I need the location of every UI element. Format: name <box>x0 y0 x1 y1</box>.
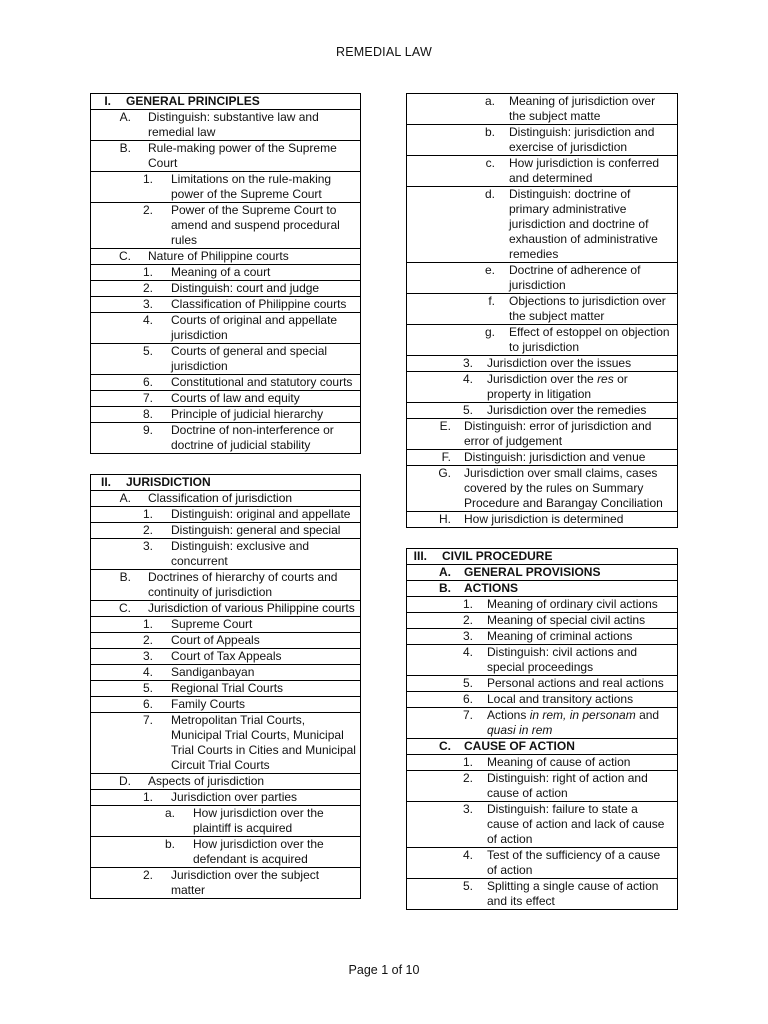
outline-item <box>91 423 360 453</box>
outline-label: 1. <box>142 265 153 279</box>
outline-label: 6. <box>142 375 153 389</box>
outline-text: Distinguish: general and special <box>171 523 341 537</box>
outline-label: 5. <box>142 681 153 695</box>
outline-text: Doctrines of hierarchy of courts and continuity of jurisdiction <box>148 570 338 599</box>
outline-text: Test of the sufficiency of a cause of action <box>487 848 661 877</box>
outline-item <box>407 692 677 708</box>
outline-text: Distinguish: exclusive and concurrent <box>171 539 310 568</box>
outline-item <box>407 739 677 755</box>
outline-text: Courts of general and special jurisdiction <box>171 344 328 373</box>
outline-text: Family Courts <box>171 697 246 711</box>
outline-text: CAUSE OF ACTION <box>464 739 575 753</box>
outline-label: b. <box>484 125 495 139</box>
outline-text: Jurisdiction over small claims, cases covered by the rules on Summary Procedure and Barangay Conciliation <box>464 466 663 510</box>
outline-label: 3. <box>462 629 473 643</box>
outline-text: Meaning of jurisdiction over the subject matte <box>509 94 656 123</box>
outline-text: Supreme Court <box>171 617 253 631</box>
outline-label: 4. <box>142 313 153 327</box>
outline-item <box>91 313 360 344</box>
outline-text: JURISDICTION <box>126 475 211 489</box>
outline-item <box>91 790 360 806</box>
outline-item <box>91 649 360 665</box>
outline-label: 1. <box>142 617 153 631</box>
outline-text: How jurisdiction is conferred and determined <box>509 156 660 185</box>
outline-item <box>407 771 677 802</box>
outline-label: 7. <box>142 713 153 727</box>
page-number: Page 1 of 10 <box>348 963 420 977</box>
outline-item <box>91 601 360 617</box>
outline-item <box>91 391 360 407</box>
outline-text: Distinguish: doctrine of primary administrative jurisdiction and doctrine of exhaustion of administrative remedies <box>509 187 658 261</box>
outline-text: How jurisdiction over the defendant is acquired <box>193 837 324 866</box>
outline-text: GENERAL PRINCIPLES <box>126 94 260 108</box>
outline-item <box>407 403 677 419</box>
outline-label: 3. <box>462 356 473 370</box>
outline-label: 9. <box>142 423 153 437</box>
outline-label: H. <box>439 512 451 526</box>
section-jurisdiction <box>90 474 361 899</box>
outline-text: GENERAL PROVISIONS <box>464 565 601 579</box>
outline-text: Distinguish: original and appellate <box>171 507 351 521</box>
outline-label: C. <box>439 739 451 753</box>
outline-item <box>91 697 360 713</box>
outline-text: Objections to jurisdiction over the subject matter <box>509 294 666 323</box>
outline-label: A. <box>439 565 451 579</box>
outline-label: 6. <box>142 697 153 711</box>
outline-item <box>407 125 677 156</box>
outline-item <box>407 294 677 325</box>
outline-item <box>91 539 360 570</box>
outline-text: Classification of jurisdiction <box>148 491 293 505</box>
section-civil-procedure <box>406 548 678 910</box>
outline-label: 2. <box>142 281 153 295</box>
outline-label: 2. <box>462 613 473 627</box>
outline-label: G. <box>438 466 451 480</box>
outline-item <box>407 94 677 125</box>
outline-label: I. <box>104 94 111 108</box>
outline-text: How jurisdiction is determined <box>464 512 624 526</box>
outline-label: B. <box>119 570 131 584</box>
outline-item <box>91 774 360 790</box>
outline-label: 4. <box>462 372 473 386</box>
outline-label: E. <box>439 419 451 433</box>
outline-text: Personal actions and real actions <box>487 676 664 690</box>
outline-text: Limitations on the rule-making power of the Supreme Court <box>171 172 332 201</box>
outline-item <box>91 868 360 898</box>
outline-item <box>91 475 360 491</box>
outline-item <box>91 110 360 141</box>
outline-label: 2. <box>142 523 153 537</box>
outline-label: A. <box>119 491 131 505</box>
outline-label: d. <box>484 187 495 201</box>
outline-label: 4. <box>142 665 153 679</box>
outline-item <box>407 676 677 692</box>
outline-item <box>407 629 677 645</box>
outline-item <box>91 281 360 297</box>
outline-item <box>91 94 360 110</box>
outline-label: 7. <box>142 391 153 405</box>
outline-text: Nature of Philippine courts <box>148 249 289 263</box>
outline-item <box>407 581 677 597</box>
outline-item <box>407 450 677 466</box>
outline-label: B. <box>439 581 451 595</box>
outline-text: Sandiganbayan <box>171 665 255 679</box>
outline-item <box>407 802 677 848</box>
outline-label: 1. <box>142 507 153 521</box>
outline-item <box>407 565 677 581</box>
outline-item <box>91 491 360 507</box>
outline-label: 5. <box>142 344 153 358</box>
outline-label: f. <box>488 294 495 308</box>
outline-text: Jurisdiction over the res or property in litigation <box>487 372 628 401</box>
outline-item <box>407 263 677 294</box>
outline-label: 5. <box>462 879 473 893</box>
outline-text: Distinguish: jurisdiction and exercise of jurisdiction <box>509 125 655 154</box>
outline-label: e. <box>484 263 495 277</box>
outline-item <box>91 375 360 391</box>
outline-text: Regional Trial Courts <box>171 681 284 695</box>
outline-item <box>407 848 677 879</box>
outline-item <box>91 249 360 265</box>
outline-text: Constitutional and statutory courts <box>171 375 353 389</box>
outline-text: ACTIONS <box>464 581 518 595</box>
outline-text: Jurisdiction over the remedies <box>487 403 647 417</box>
outline-item <box>91 344 360 375</box>
outline-text: Court of Tax Appeals <box>171 649 282 663</box>
outline-text: Aspects of jurisdiction <box>148 774 265 788</box>
outline-item <box>91 507 360 523</box>
outline-text: Meaning of criminal actions <box>487 629 633 643</box>
outline-text: Meaning of special civil actins <box>487 613 646 627</box>
outline-item <box>407 645 677 676</box>
outline-item <box>91 713 360 774</box>
outline-item <box>91 570 360 601</box>
outline-label: 3. <box>142 539 153 553</box>
outline-item <box>91 265 360 281</box>
outline-label: B. <box>119 141 131 155</box>
outline-item <box>407 755 677 771</box>
outline-text: Jurisdiction over the subject matter <box>171 868 320 897</box>
outline-label: 4. <box>462 645 473 659</box>
outline-item <box>91 172 360 203</box>
outline-text: Rule-making power of the Supreme Court <box>148 141 337 170</box>
outline-item <box>91 681 360 697</box>
outline-label: III. <box>413 549 427 563</box>
outline-label: 2. <box>142 633 153 647</box>
outline-label: 3. <box>142 649 153 663</box>
outline-text: Distinguish: court and judge <box>171 281 320 295</box>
outline-text: Distinguish: civil actions and special proceedings <box>487 645 638 674</box>
outline-text: Jurisdiction over parties <box>171 790 298 804</box>
outline-item <box>407 466 677 512</box>
outline-text: Principle of judicial hierarchy <box>171 407 324 421</box>
outline-label: 2. <box>142 203 153 217</box>
outline-label: g. <box>484 325 495 339</box>
outline-text: Doctrine of adherence of jurisdiction <box>509 263 641 292</box>
outline-label: 6. <box>462 692 473 706</box>
section-jurisdiction-continued <box>406 93 678 528</box>
outline-item <box>407 372 677 403</box>
document-title: REMEDIAL LAW <box>336 45 432 59</box>
outline-text: Metropolitan Trial Courts, Municipal Trial Courts, Municipal Trial Courts in Cities and Municipal Circuit Trial Courts <box>171 713 356 772</box>
outline-text: Meaning of ordinary civil actions <box>487 597 658 611</box>
outline-item <box>407 187 677 263</box>
outline-text: Meaning of a court <box>171 265 271 279</box>
outline-label: 5. <box>462 403 473 417</box>
outline-item <box>407 325 677 356</box>
outline-item <box>407 613 677 629</box>
outline-label: C. <box>119 249 131 263</box>
outline-label: a. <box>484 94 495 108</box>
outline-item <box>91 806 360 837</box>
outline-label: A. <box>119 110 131 124</box>
outline-item <box>91 633 360 649</box>
outline-item <box>91 297 360 313</box>
outline-label: 1. <box>142 790 153 804</box>
outline-label: 1. <box>142 172 153 186</box>
outline-label: 4. <box>462 848 473 862</box>
outline-label: 3. <box>462 802 473 816</box>
outline-label: 5. <box>462 676 473 690</box>
outline-text: CIVIL PROCEDURE <box>442 549 553 563</box>
outline-label: 1. <box>462 755 473 769</box>
outline-item <box>407 549 677 565</box>
outline-label: D. <box>119 774 131 788</box>
outline-item <box>407 419 677 450</box>
section-general-principles <box>90 93 361 454</box>
outline-item <box>91 665 360 681</box>
outline-item <box>407 708 677 739</box>
outline-label: 7. <box>462 708 473 722</box>
outline-text: Jurisdiction of various Philippine courts <box>148 601 355 615</box>
outline-item <box>91 617 360 633</box>
outline-item <box>407 156 677 187</box>
outline-item <box>407 597 677 613</box>
outline-label: b. <box>164 837 175 851</box>
outline-label: c. <box>485 156 495 170</box>
outline-item <box>91 837 360 868</box>
outline-text: Classification of Philippine courts <box>171 297 347 311</box>
outline-text: Distinguish: substantive law and remedial law <box>148 110 319 139</box>
outline-text: How jurisdiction over the plaintiff is acquired <box>193 806 324 835</box>
outline-item <box>91 203 360 249</box>
outline-label: 2. <box>142 868 153 882</box>
outline-text: Power of the Supreme Court to amend and suspend procedural rules <box>171 203 340 247</box>
outline-item <box>407 879 677 909</box>
outline-text: Local and transitory actions <box>487 692 634 706</box>
outline-text: Meaning of cause of action <box>487 755 631 769</box>
outline-label: C. <box>119 601 131 615</box>
outline-text: Courts of original and appellate jurisdiction <box>171 313 338 342</box>
outline-item <box>407 356 677 372</box>
outline-text: Jurisdiction over the issues <box>487 356 632 370</box>
outline-label: II. <box>100 475 111 489</box>
outline-text: Distinguish: right of action and cause of action <box>487 771 648 800</box>
outline-text: Doctrine of non-interference or doctrine of judicial stability <box>171 423 334 452</box>
outline-text: Distinguish: jurisdiction and venue <box>464 450 646 464</box>
outline-label: 3. <box>142 297 153 311</box>
outline-text: Court of Appeals <box>171 633 260 647</box>
outline-text: Distinguish: failure to state a cause of action and lack of cause of action <box>487 802 665 846</box>
outline-label: a. <box>164 806 175 820</box>
outline-item <box>91 523 360 539</box>
outline-label: 2. <box>462 771 473 785</box>
outline-label: 1. <box>462 597 473 611</box>
outline-text: Effect of estoppel on objection to jurisdiction <box>509 325 670 354</box>
outline-item <box>91 141 360 172</box>
outline-label: F. <box>441 450 451 464</box>
outline-text: Distinguish: error of jurisdiction and error of judgement <box>464 419 652 448</box>
outline-text: Splitting a single cause of action and its effect <box>487 879 659 908</box>
outline-text: Actions in rem, in personam and quasi in rem <box>487 708 660 737</box>
outline-label: 8. <box>142 407 153 421</box>
outline-text: Courts of law and equity <box>171 391 300 405</box>
outline-item <box>91 407 360 423</box>
outline-item <box>407 512 677 527</box>
